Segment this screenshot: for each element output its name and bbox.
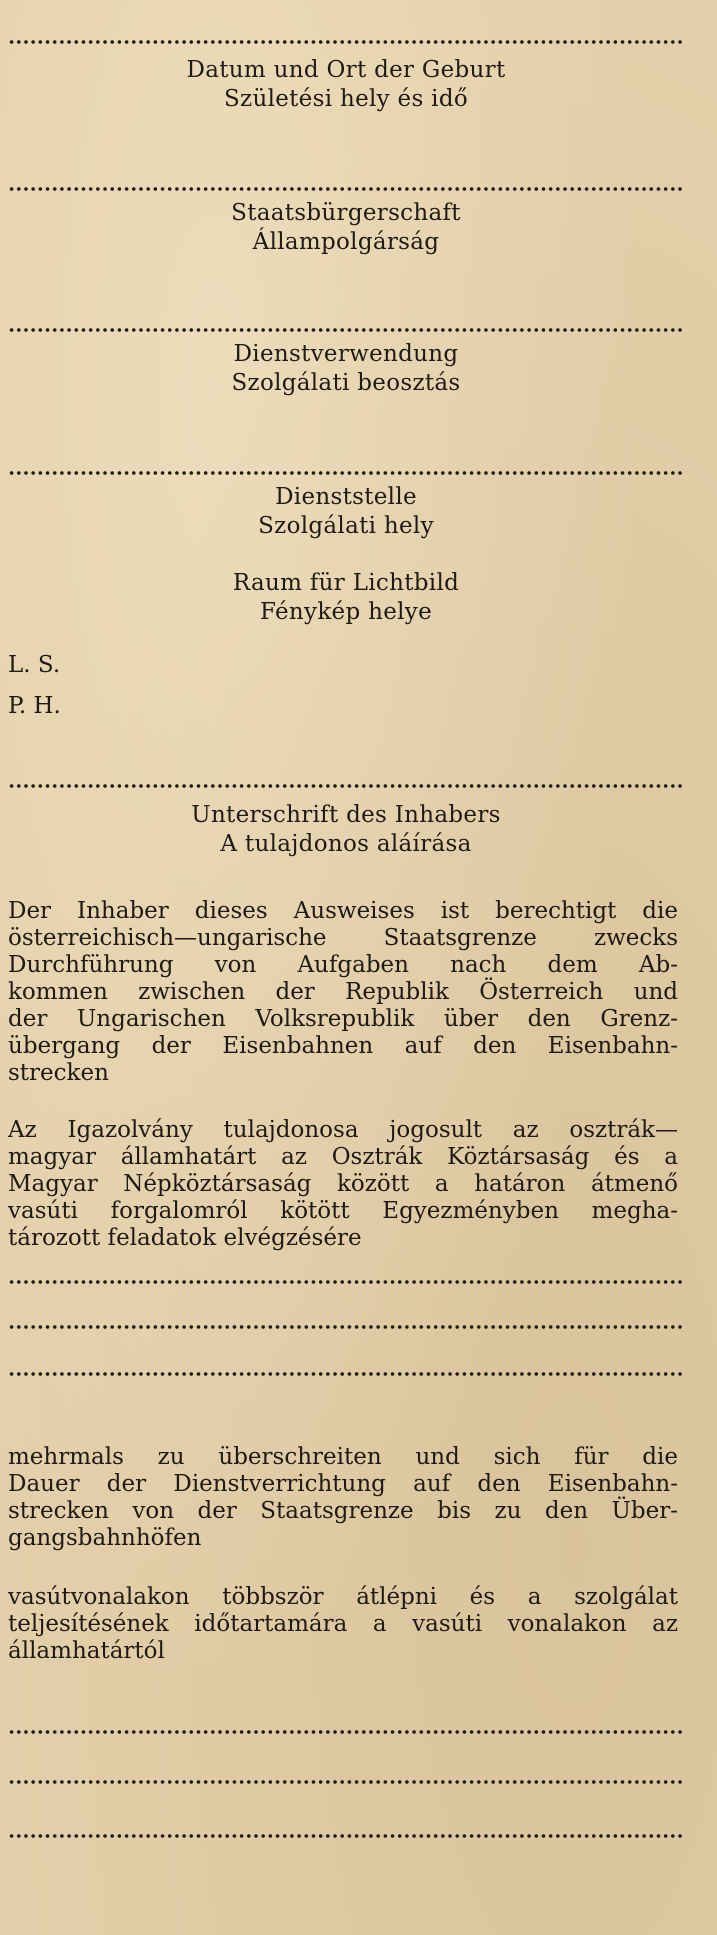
text-line: gangsbahnhöfen: [8, 1525, 202, 1551]
dotted-line-6: [8, 1834, 684, 1838]
field-label-citizenship: [0, 199, 692, 257]
text-line: mehrmals zu überschreiten und sich für die: [8, 1444, 678, 1470]
label-de: Raum für Lichtbild: [232, 570, 460, 596]
dotted-line-4: [8, 1730, 684, 1734]
text-line: vasútvonalakon többször átlépni és a szolgálat: [8, 1584, 678, 1610]
seal-mark-hu: P. H.: [8, 693, 61, 719]
dotted-line-citizenship: [8, 187, 684, 191]
dotted-line-signature: [8, 784, 684, 788]
text-line: Az Igazolvány tulajdonosa jogosult az osztrák—: [8, 1117, 678, 1143]
text-line: Dauer der Dienstverrichtung auf den Eisenbahn-: [8, 1471, 678, 1497]
dotted-line-2: [8, 1325, 684, 1329]
paragraph-hu-2: [8, 1584, 678, 1665]
label-hu: Születési hely és idő: [223, 86, 468, 112]
label-de: Staatsbürgerschaft: [231, 200, 461, 226]
text-line: teljesítésének időtartamára a vasúti vonalakon az: [8, 1611, 678, 1637]
label-hu: A tulajdonos aláírása: [220, 831, 472, 857]
paragraph-de-1: [8, 898, 678, 1087]
text-line: vasúti forgalomról kötött Egyezményben megha-: [8, 1198, 678, 1224]
dotted-line-birth: [8, 40, 684, 44]
text-line: strecken: [8, 1060, 109, 1086]
text-line: magyar államhatárt az Osztrák Köztársaság és a: [8, 1144, 678, 1170]
field-label-birth: [0, 56, 692, 114]
text-line: Durchführung von Aufgaben nach dem Ab-: [8, 952, 678, 978]
text-line: Magyar Népköztársaság között a határon átmenő: [8, 1171, 678, 1197]
dotted-line-office: [8, 471, 684, 475]
field-label-office: [0, 483, 692, 541]
text-line: kommen zwischen der Republik Österreich und: [8, 979, 678, 1005]
text-line: der Ungarischen Volksrepublik über den Grenz-: [8, 1006, 678, 1032]
dotted-line-role: [8, 328, 684, 332]
text-line: Der Inhaber dieses Ausweises ist berechtigt die: [8, 898, 678, 924]
text-line: strecken von der Staatsgrenze bis zu den Über-: [8, 1498, 678, 1524]
label-hu: Fénykép helye: [260, 599, 432, 625]
label-de: Dienstverwendung: [233, 341, 459, 367]
text-line: tározott feladatok elvégzésére: [8, 1225, 362, 1251]
field-label-role: [0, 340, 692, 398]
text-line: österreichisch—ungarische Staatsgrenze zwecks: [8, 925, 678, 951]
dotted-line-5: [8, 1780, 684, 1784]
label-hu: Állampolgárság: [252, 229, 440, 255]
text-line: államhatártól: [8, 1638, 165, 1664]
dotted-line-3: [8, 1372, 684, 1376]
label-hu: Szolgálati hely: [258, 513, 434, 539]
label-de: Unterschrift des Inhabers: [191, 802, 501, 828]
label-de: Dienststelle: [275, 484, 417, 510]
photo-placeholder-label: [0, 569, 692, 627]
paragraph-de-2: [8, 1444, 678, 1552]
paragraph-hu-1: [8, 1117, 678, 1252]
dotted-line-1: [8, 1280, 684, 1284]
label-hu: Szolgálati beosztás: [231, 370, 461, 396]
label-de: Datum und Ort der Geburt: [186, 57, 506, 83]
seal-mark-de: L. S.: [8, 652, 61, 678]
field-label-signature: [0, 801, 692, 859]
text-line: übergang der Eisenbahnen auf den Eisenbahn-: [8, 1033, 678, 1059]
